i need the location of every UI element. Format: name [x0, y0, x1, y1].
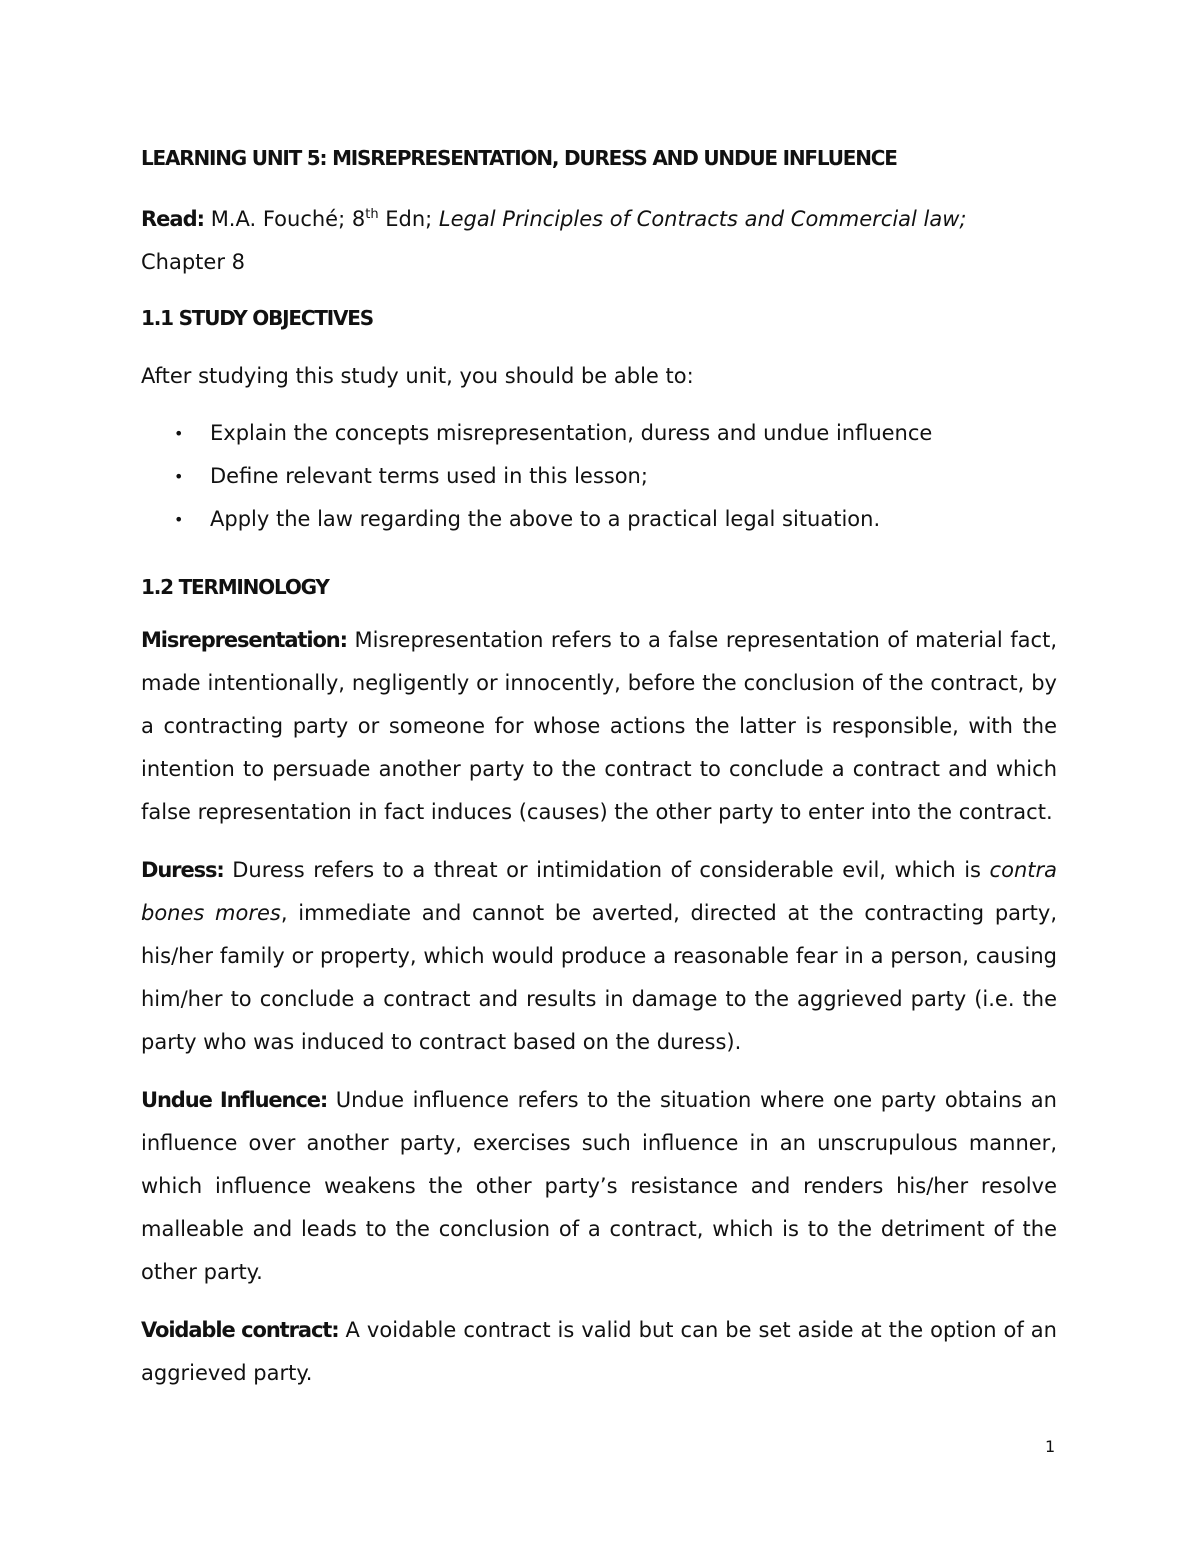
term-text: Undue influence refers to the situation where one party obtains an influence over another party, exercises such influence in an unscrupulous manner, which influence weakens the other party’s resistance and renders his/her resolve malleable and leads to the conclusion of a contract, which is to the detriment of the other party.	[141, 1088, 1057, 1284]
reading-reference	[141, 198, 1057, 284]
study-objectives-heading: 1.1 STUDY OBJECTIVES	[141, 306, 373, 330]
objective-text: Apply the law regarding the above to a practical legal situation.	[210, 507, 881, 531]
term-label: Voidable contract:	[141, 1318, 339, 1342]
read-label: Read:	[141, 207, 205, 231]
list-item	[141, 455, 1057, 498]
term-text: Duress refers to a threat or intimidation of considerable evil, which is	[223, 858, 990, 882]
objective-text: Explain the concepts misrepresentation, duress and undue influence	[210, 421, 933, 445]
reading-author: M.A. Fouché; 8	[204, 207, 366, 231]
term-label: Undue Influence:	[141, 1088, 328, 1112]
edition-superscript: th	[365, 207, 379, 222]
reading-chapter: Chapter 8	[141, 250, 245, 274]
objectives-list	[141, 412, 1057, 541]
bullet-icon: •	[174, 424, 184, 443]
undue-influence-definition	[141, 1079, 1057, 1294]
terminology-heading: 1.2 TERMINOLOGY	[141, 575, 329, 599]
book-title: Legal Principles of Contracts and Commercial law;	[438, 207, 967, 231]
duress-definition	[141, 849, 1057, 1064]
term-text: A voidable contract is valid but can be set aside at the option of an aggrieved party.	[141, 1318, 1057, 1385]
term-label: Misrepresentation:	[141, 628, 347, 652]
voidable-contract-definition	[141, 1309, 1057, 1395]
document-page	[141, 140, 1057, 1410]
objective-text: Define relevant terms used in this lesson;	[210, 464, 648, 488]
list-item	[141, 412, 1057, 455]
list-item	[141, 498, 1057, 541]
term-label: Duress:	[141, 858, 224, 882]
bullet-icon: •	[174, 467, 184, 486]
term-text: Misrepresentation refers to a false representation of material fact, made intentionally, negligently or innocently, before the conclusion of the contract, by a contracting party or someone for whose actions the latter is responsible, with the intention to persuade another party to the contract to conclude a contract and which false representation in fact induces (causes) the other party to enter into the contract.	[141, 628, 1057, 824]
misrepresentation-definition	[141, 619, 1057, 834]
unit-title: LEARNING UNIT 5: MISREPRESENTATION, DURESS AND UNDUE INFLUENCE	[141, 146, 897, 170]
page-number: 1	[1045, 1437, 1056, 1456]
term-text: , immediate and cannot be averted, directed at the contracting party, his/her family or property, which would produce a reasonable fear in a person, causing him/her to conclude a contract and results in damage to the aggrieved party (i.e. the party who was induced to contract based on the duress).	[141, 901, 1057, 1054]
latin-phrase: contra bones mores	[141, 858, 1057, 925]
reading-edition: Edn;	[378, 207, 439, 231]
objectives-intro: After studying this study unit, you should be able to:	[141, 364, 694, 388]
bullet-icon: •	[174, 510, 184, 529]
